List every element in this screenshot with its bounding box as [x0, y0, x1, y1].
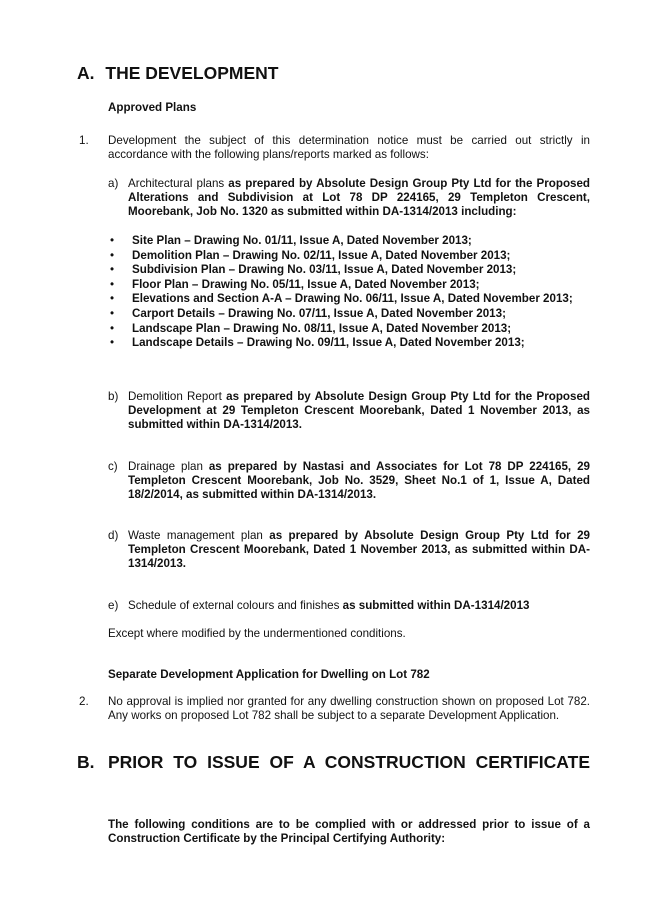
drawing-item: [110, 234, 590, 249]
drawing-item: [110, 321, 590, 337]
except-note: Except where modified by the undermentioned conditions.: [108, 627, 406, 640]
condition-2: [79, 695, 590, 723]
section-b-letter: B.: [77, 752, 95, 772]
separate-da-subheading: Separate Development Application for Dwelling on Lot 782: [108, 668, 430, 681]
drawing-item-text: Carport Details – Drawing No. 07/11, Issue A, Dated November 2013;: [132, 307, 506, 320]
plan-item-d: [108, 529, 590, 572]
bullet-glyph: •: [110, 234, 115, 247]
condition-1-text: Development the subject of this determination notice must be carried out strictly in accordance with the following plans/reports marked as follows:: [108, 134, 590, 162]
drawing-item: [110, 248, 590, 264]
plan-item-b-lead: Demolition Report: [128, 390, 227, 403]
condition-1-number: 1.: [79, 134, 89, 147]
bullet-glyph: •: [110, 263, 115, 276]
plan-item-d-lead: Waste management plan: [128, 529, 270, 542]
plan-item-a-lead: Architectural plans: [128, 177, 229, 190]
plan-item-a: [108, 177, 590, 220]
plan-item-a-detail: as prepared by Absolute Design Group Pty Ltd for the Proposed Alterations and Subdivision at Lot 78 DP 224165, 29 Templeton Crescent, Moorebank, Job No. 1320 as submitted within DA-1314/2013 including:: [128, 177, 590, 219]
section-a-letter: A.: [77, 63, 95, 83]
drawing-item: [110, 292, 590, 306]
drawing-item: [110, 277, 590, 293]
drawing-item: [110, 263, 590, 278]
plan-item-e: [108, 599, 590, 613]
drawing-item-text: Landscape Plan – Drawing No. 08/11, Issue A, Dated November 2013;: [132, 321, 512, 335]
drawing-item-text: Elevations and Section A-A – Drawing No. 06/11, Issue A, Dated November 2013;: [132, 292, 573, 305]
plan-item-c-label: c): [108, 460, 118, 473]
drawing-item-text: Site Plan – Drawing No. 01/11, Issue A, Dated November 2013;: [132, 234, 472, 247]
plan-item-d-label: d): [108, 529, 119, 542]
condition-1: [79, 134, 590, 162]
plan-item-c-lead: Drainage plan: [128, 460, 209, 473]
plan-item-c: [108, 460, 590, 503]
plan-item-b: [108, 390, 590, 433]
bullet-glyph: •: [110, 277, 115, 291]
plan-item-d-detail: as prepared by Absolute Design Group Pty Ltd for 29 Templeton Crescent Moorebank, Dated 1 November 2013, as submitted within DA-1314/2013.: [128, 529, 590, 571]
plan-item-c-detail: as prepared by Nastasi and Associates for Lot 78 DP 224165, 29 Templeton Crescent Moorebank, Job No. 3529, Sheet No.1 of 1, Issue A, Dated 18/2/2014, as submitted within DA-1314/2013.: [128, 460, 590, 502]
drawing-item-text: Landscape Details – Drawing No. 09/11, Issue A, Dated November 2013;: [132, 336, 525, 349]
condition-2-text: No approval is implied nor granted for any dwelling construction shown on proposed Lot 782. Any works on proposed Lot 782 shall be subject to a separate Development Application.: [108, 695, 590, 723]
approved-plans-subheading: Approved Plans: [108, 101, 197, 114]
drawing-list: [110, 234, 590, 351]
plan-item-b-label: b): [108, 390, 119, 403]
drawing-item-text: Demolition Plan – Drawing No. 02/11, Issue A, Dated November 2013;: [132, 248, 511, 262]
section-a-heading: [77, 63, 597, 84]
section-a-title: THE DEVELOPMENT: [105, 63, 279, 83]
bullet-glyph: •: [110, 321, 115, 335]
bullet-glyph: •: [110, 292, 115, 305]
plan-item-e-detail: as submitted within DA-1314/2013: [342, 599, 530, 612]
condition-2-number: 2.: [79, 695, 89, 708]
section-b-intro: The following conditions are to be complied with or addressed prior to issue of a Construction Certificate by the Principal Certifying Authority:: [108, 818, 590, 846]
plan-item-e-lead: Schedule of external colours and finishes: [128, 599, 343, 612]
section-b-title: PRIOR TO ISSUE OF A CONSTRUCTION CERTIFICATE: [108, 752, 590, 772]
drawing-item: [110, 336, 590, 351]
plan-item-e-label: e): [108, 599, 119, 612]
plan-item-b-detail: as prepared by Absolute Design Group Pty Ltd for the Proposed Development at 29 Templeton Crescent Moorebank, Dated 1 November 2013, as submitted within DA-1314/2013.: [128, 390, 590, 432]
bullet-glyph: •: [110, 336, 115, 349]
bullet-glyph: •: [110, 307, 115, 320]
drawing-item: [110, 307, 590, 322]
drawing-item-text: Floor Plan – Drawing No. 05/11, Issue A, Dated November 2013;: [132, 277, 480, 291]
plan-item-a-label: a): [108, 177, 119, 190]
drawing-item-text: Subdivision Plan – Drawing No. 03/11, Issue A, Dated November 2013;: [132, 263, 517, 276]
bullet-glyph: •: [110, 248, 115, 262]
